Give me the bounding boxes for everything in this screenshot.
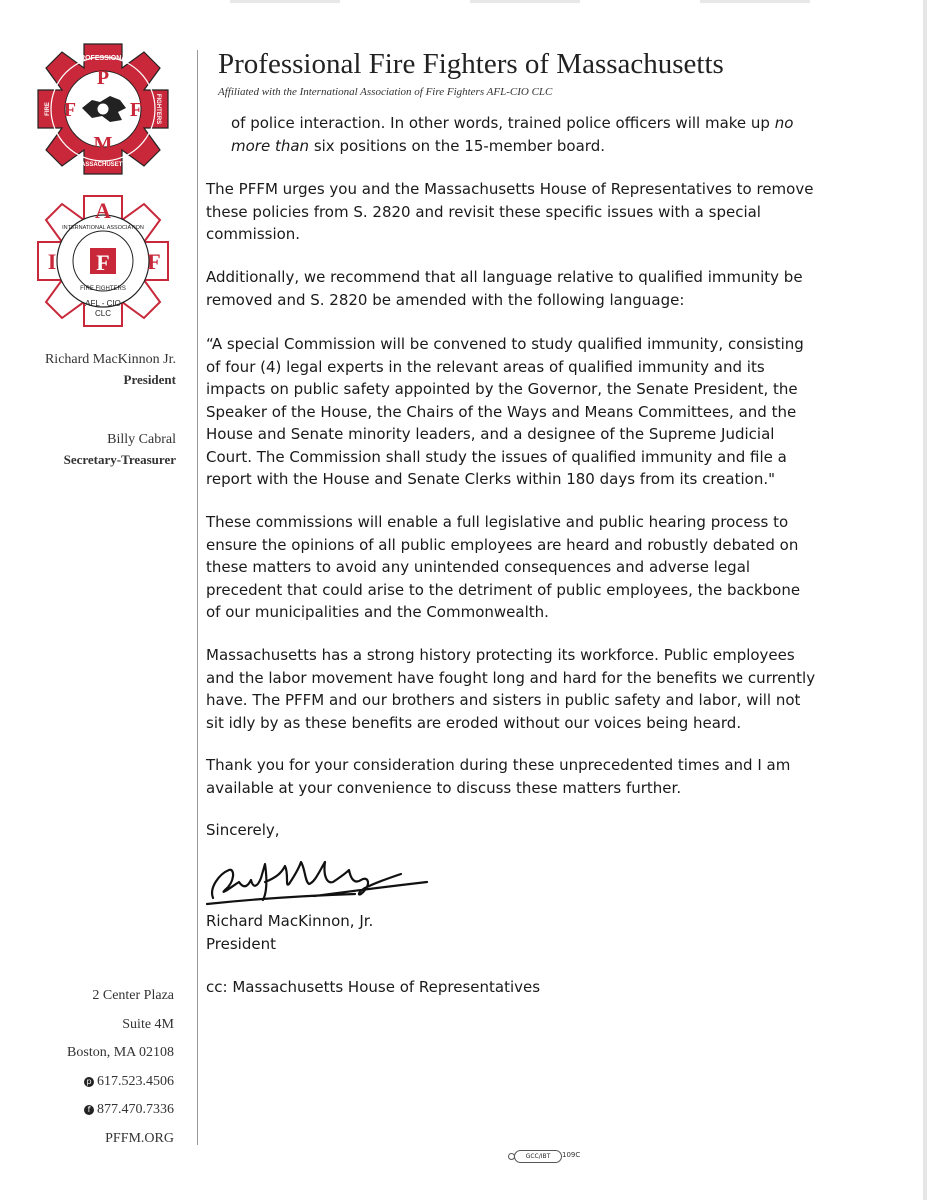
bug-number: 109C	[562, 1151, 581, 1159]
officer-president	[0, 352, 176, 388]
scan-right-edge	[923, 0, 927, 1200]
emphasis-text: no more than	[231, 114, 794, 155]
svg-text:AFL - CIO: AFL - CIO	[85, 299, 121, 308]
officer-name: Billy Cabral	[107, 432, 176, 447]
officer-secretary-treasurer	[0, 432, 176, 468]
svg-text:F: F	[129, 99, 143, 121]
paragraph-1: The PFFM urges you and the Massachusetts House of Representatives to remove these policies from S. 2820 and revisit these specific issues with a special commission.	[206, 180, 814, 243]
officer-title: President	[123, 372, 176, 387]
pffm-logo	[36, 42, 170, 176]
svg-text:FIRE: FIRE	[45, 102, 51, 116]
paragraph-4: These commissions will enable a full legislative and public hearing process to ensure the opinions of all public employees are heard and robustly debated on these matters to avoid any unintended consequences and adverse legal precedent that could arise to the detriment of public employees, the backbone of our municipalities and the Commonwealth.	[206, 513, 801, 621]
fax-icon: f	[84, 1105, 94, 1115]
salutation: Sincerely,	[206, 821, 280, 839]
address-fax	[0, 1102, 174, 1131]
svg-text:MASSACHUSETTS: MASSACHUSETTS	[75, 162, 131, 168]
svg-text:A: A	[95, 198, 111, 223]
paragraph-5: Massachusetts has a strong history protecting its workforce. Public employees and the labor movement have fought long and hard for the benefits we currently have. The PFFM and our brothers and sisters in public safety and labor, will not sit idly by as these benefits are eroded without our voices being heard.	[206, 646, 816, 732]
address-suite: Suite 4M	[122, 1016, 174, 1032]
svg-text:FIGHTERS: FIGHTERS	[155, 93, 161, 125]
fax-number: 877.470.7336	[97, 1102, 174, 1117]
cc-line: cc: Massachusetts House of Representatives	[206, 978, 541, 996]
svg-text:F: F	[63, 99, 77, 121]
address-block	[0, 988, 174, 1159]
union-bug	[508, 1148, 584, 1164]
divider-line	[197, 50, 198, 1145]
address-phone	[0, 1074, 174, 1103]
svg-text:M: M	[93, 133, 113, 155]
svg-text:P: P	[96, 67, 110, 89]
address-street: 2 Center Plaza	[92, 988, 174, 1003]
signer-name: Richard MacKinnon, Jr.	[206, 912, 374, 930]
phone-icon: p	[84, 1077, 94, 1087]
svg-text:FIRE FIGHTERS: FIRE FIGHTERS	[80, 286, 126, 292]
phone-number: 617.523.4506	[97, 1073, 174, 1089]
org-affiliation: Affiliated with the International Association of Fire Fighters AFL-CIO CLC	[218, 86, 553, 98]
officer-title: Secretary-Treasurer	[63, 452, 176, 467]
address-city: Boston, MA 02108	[67, 1045, 174, 1060]
svg-text:PROFESSIONAL: PROFESSIONAL	[75, 55, 131, 62]
svg-text:CLC: CLC	[94, 309, 112, 318]
website: PFFM.ORG	[105, 1130, 174, 1146]
paragraph-2: Additionally, we recommend that all language relative to qualified immunity be removed and S. 2820 be amended with the following language:	[206, 268, 803, 309]
svg-text:F: F	[96, 250, 110, 275]
iaff-logo	[36, 194, 170, 328]
scan-edge-marks	[0, 0, 927, 6]
paragraph-quoted-language: “A special Commission will be convened to study qualified immunity, consisting of four (4) legal experts in the relevant areas of qualified immunity and its impacts on public safety appointed by the Governor, the Senate President, the Speaker of the House, the Chairs of the Ways and Means Committees, and the House and Senate minority leaders, and a designee of the Supreme Judicial Court. The Commission shall study the issues of qualified immunity and file a report with the House and Senate Clerks within 180 days from its creation."	[206, 335, 804, 488]
paragraph-6: Thank you for your consideration during these unprecedented times and I am available at your convenience to discuss these matters further.	[206, 756, 791, 797]
svg-text:INTERNATIONAL ASSOCIATION: INTERNATIONAL ASSOCIATION	[62, 225, 144, 231]
svg-text:I: I	[47, 249, 57, 274]
org-title: Professional Fire Fighters of Massachusetts	[218, 48, 724, 80]
continuation-paragraph: of police interaction. In other words, trained police officers will make up no more than six positions on the 15-member board.	[231, 114, 794, 155]
signer-title: President	[206, 934, 276, 953]
officer-name: Richard MacKinnon Jr.	[44, 352, 176, 367]
signer-block	[206, 910, 373, 955]
bug-label: GCC/IBT	[514, 1150, 562, 1163]
signature	[205, 848, 435, 912]
svg-text:F: F	[147, 249, 161, 274]
